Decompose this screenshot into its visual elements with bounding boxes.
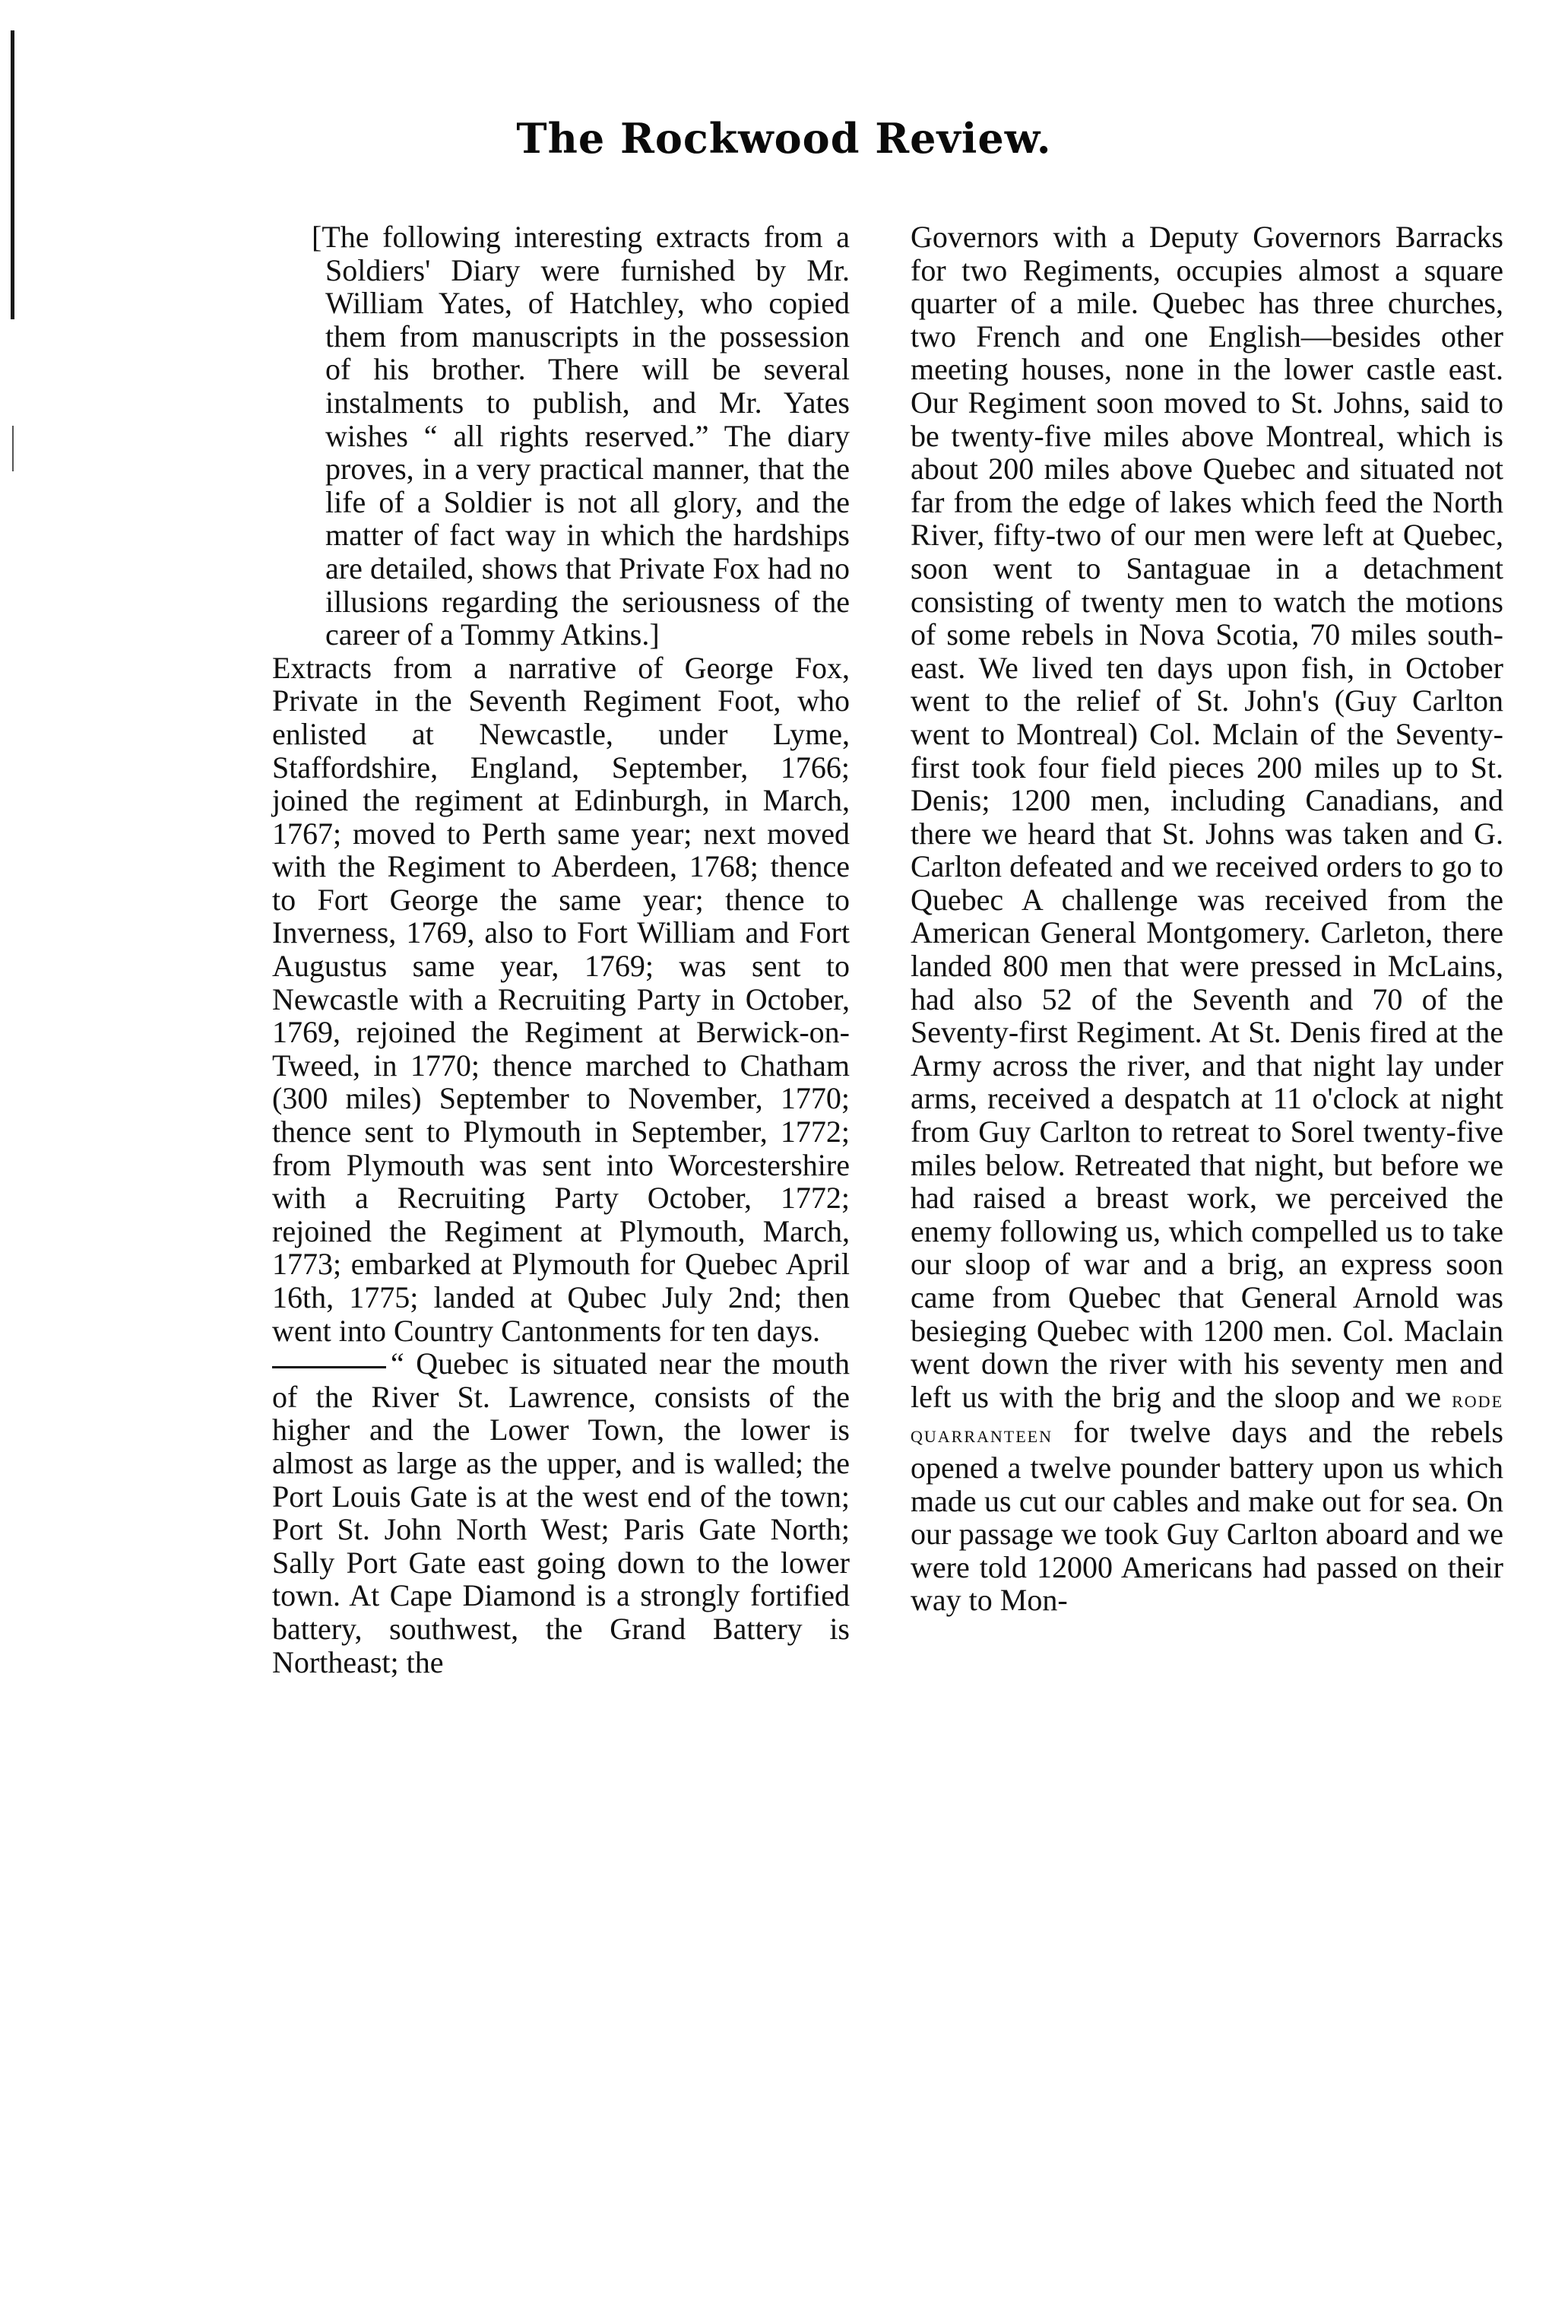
em-dash-rule: [272, 1366, 386, 1368]
rode-quarranteen-smallcaps: rode quarranteen: [911, 1384, 1504, 1448]
quebec-paragraph: [272, 1347, 850, 1679]
right-column-text-part1: Governors with a Deputy Governors Barracks for two Regiments, occupies almost a square quarter of a mile. Quebec has three churches, two French and one English—besides other meeting houses, none in the lower castle east. Our Regiment soon moved to St. Johns, said to be twenty-five miles above Montreal, which is about 200 miles above Quebec and situated not far from the edge of lakes which feed the North River, fifty-two of our men were left at Quebec, soon went to Santaguae in a detachment consisting of twenty men to watch the motions of some rebels in Nova Scotia, 70 miles south-east. We lived ten days upon fish, in October went to the relief of St. John's (Guy Carlton went to Montreal) Col. Mclain of the Seventy-first took four field pieces 200 miles up to St. Denis; 1200 men, including Canadians, and there we heard that St. Johns was taken and G. Carlton defeated and we received orders to go to Quebec A challenge was received from the American General Montgomery. Carleton, there landed 800 men that were pressed in McLains, had also 52 of the Seventh and 70 of the Seventy-first Regiment. At St. Denis fired at the Army across the river, and that night lay under arms, received a despatch at 11 o'clock at night from Guy Carlton to retreat to Sorel twenty-five miles below. Retreated that night, but before we had raised a breast work, we perceived the enemy following us, which compelled us to take our sloop of war and a brig, an express soon came from Quebec that General Arnold was besieging Quebec with 1200 men. Col. Maclain went down the river with his seventy men and left us with the brig and the sloop and we: [911, 220, 1503, 1414]
right-column-text-part2: for twelve days and the rebels opened a twelve pounder battery upon us which made us cut our cables and make out for sea. On our passage we took Guy Carlton aboard and we were told 12000 Americans had passed on their way to Mon-: [911, 1415, 1504, 1618]
intro-note-paragraph: [The following interesting extracts from a Soldiers' Diary were furnished by Mr. William Yates, of Hatchley, who copied them from manuscripts in the possession of his brother. There will be several instalments to publish, and Mr. Yates wishes “ all rights reserved.” The diary proves, in a very practical manner, that the life of a Soldier is not all glory, and the matter of fact way in which the hardships are detailed, shows that Private Fox had no illusions regarding the seriousness of the career of a Tommy Atkins.]: [312, 220, 850, 652]
left-column: [272, 220, 850, 1679]
right-column: [911, 220, 1503, 1617]
scan-edge-tick: [12, 426, 14, 471]
quebec-paragraph-text: “ Quebec is situated near the mouth of the River St. Lawrence, consists of the higher and the Lower Town, the lower is almost as large as the upper, and is walled; the Port Louis Gate is at the west end of the town; Port St. John North West; Paris Gate North; Sally Port Gate east going down to the lower town. At Cape Diamond is a strongly fortified battery, southwest, the Grand Battery is Northeast; the: [272, 1346, 850, 1679]
page-masthead: The Rockwood Review.: [516, 114, 1052, 163]
right-column-paragraph: [911, 220, 1503, 1617]
scan-edge-mark: [11, 30, 14, 319]
extracts-paragraph: Extracts from a narrative of George Fox, Private in the Seventh Regiment Foot, who enlisted at Newcastle, under Lyme, Staffordshire, England, September, 1766; joined the regiment at Edinburgh, in March, 1767; moved to Perth same year; next moved with the Regiment to Aberdeen, 1768; thence to Fort George the same year; thence to Inverness, 1769, also to Fort William and Fort Augustus same year, 1769; was sent to Newcastle with a Recruiting Party in October, 1769, rejoined the Regiment at Berwick-on-Tweed, in 1770; thence marched to Chatham (300 miles) September to November, 1770; thence sent to Plymouth in September, 1772; from Plymouth was sent into Worcestershire with a Recruiting Party October, 1772; rejoined the Regiment at Plymouth, March, 1773; embarked at Plymouth for Quebec April 16th, 1775; landed at Qubec July 2nd; then went into Country Cantonments for ten days.: [272, 650, 850, 1348]
